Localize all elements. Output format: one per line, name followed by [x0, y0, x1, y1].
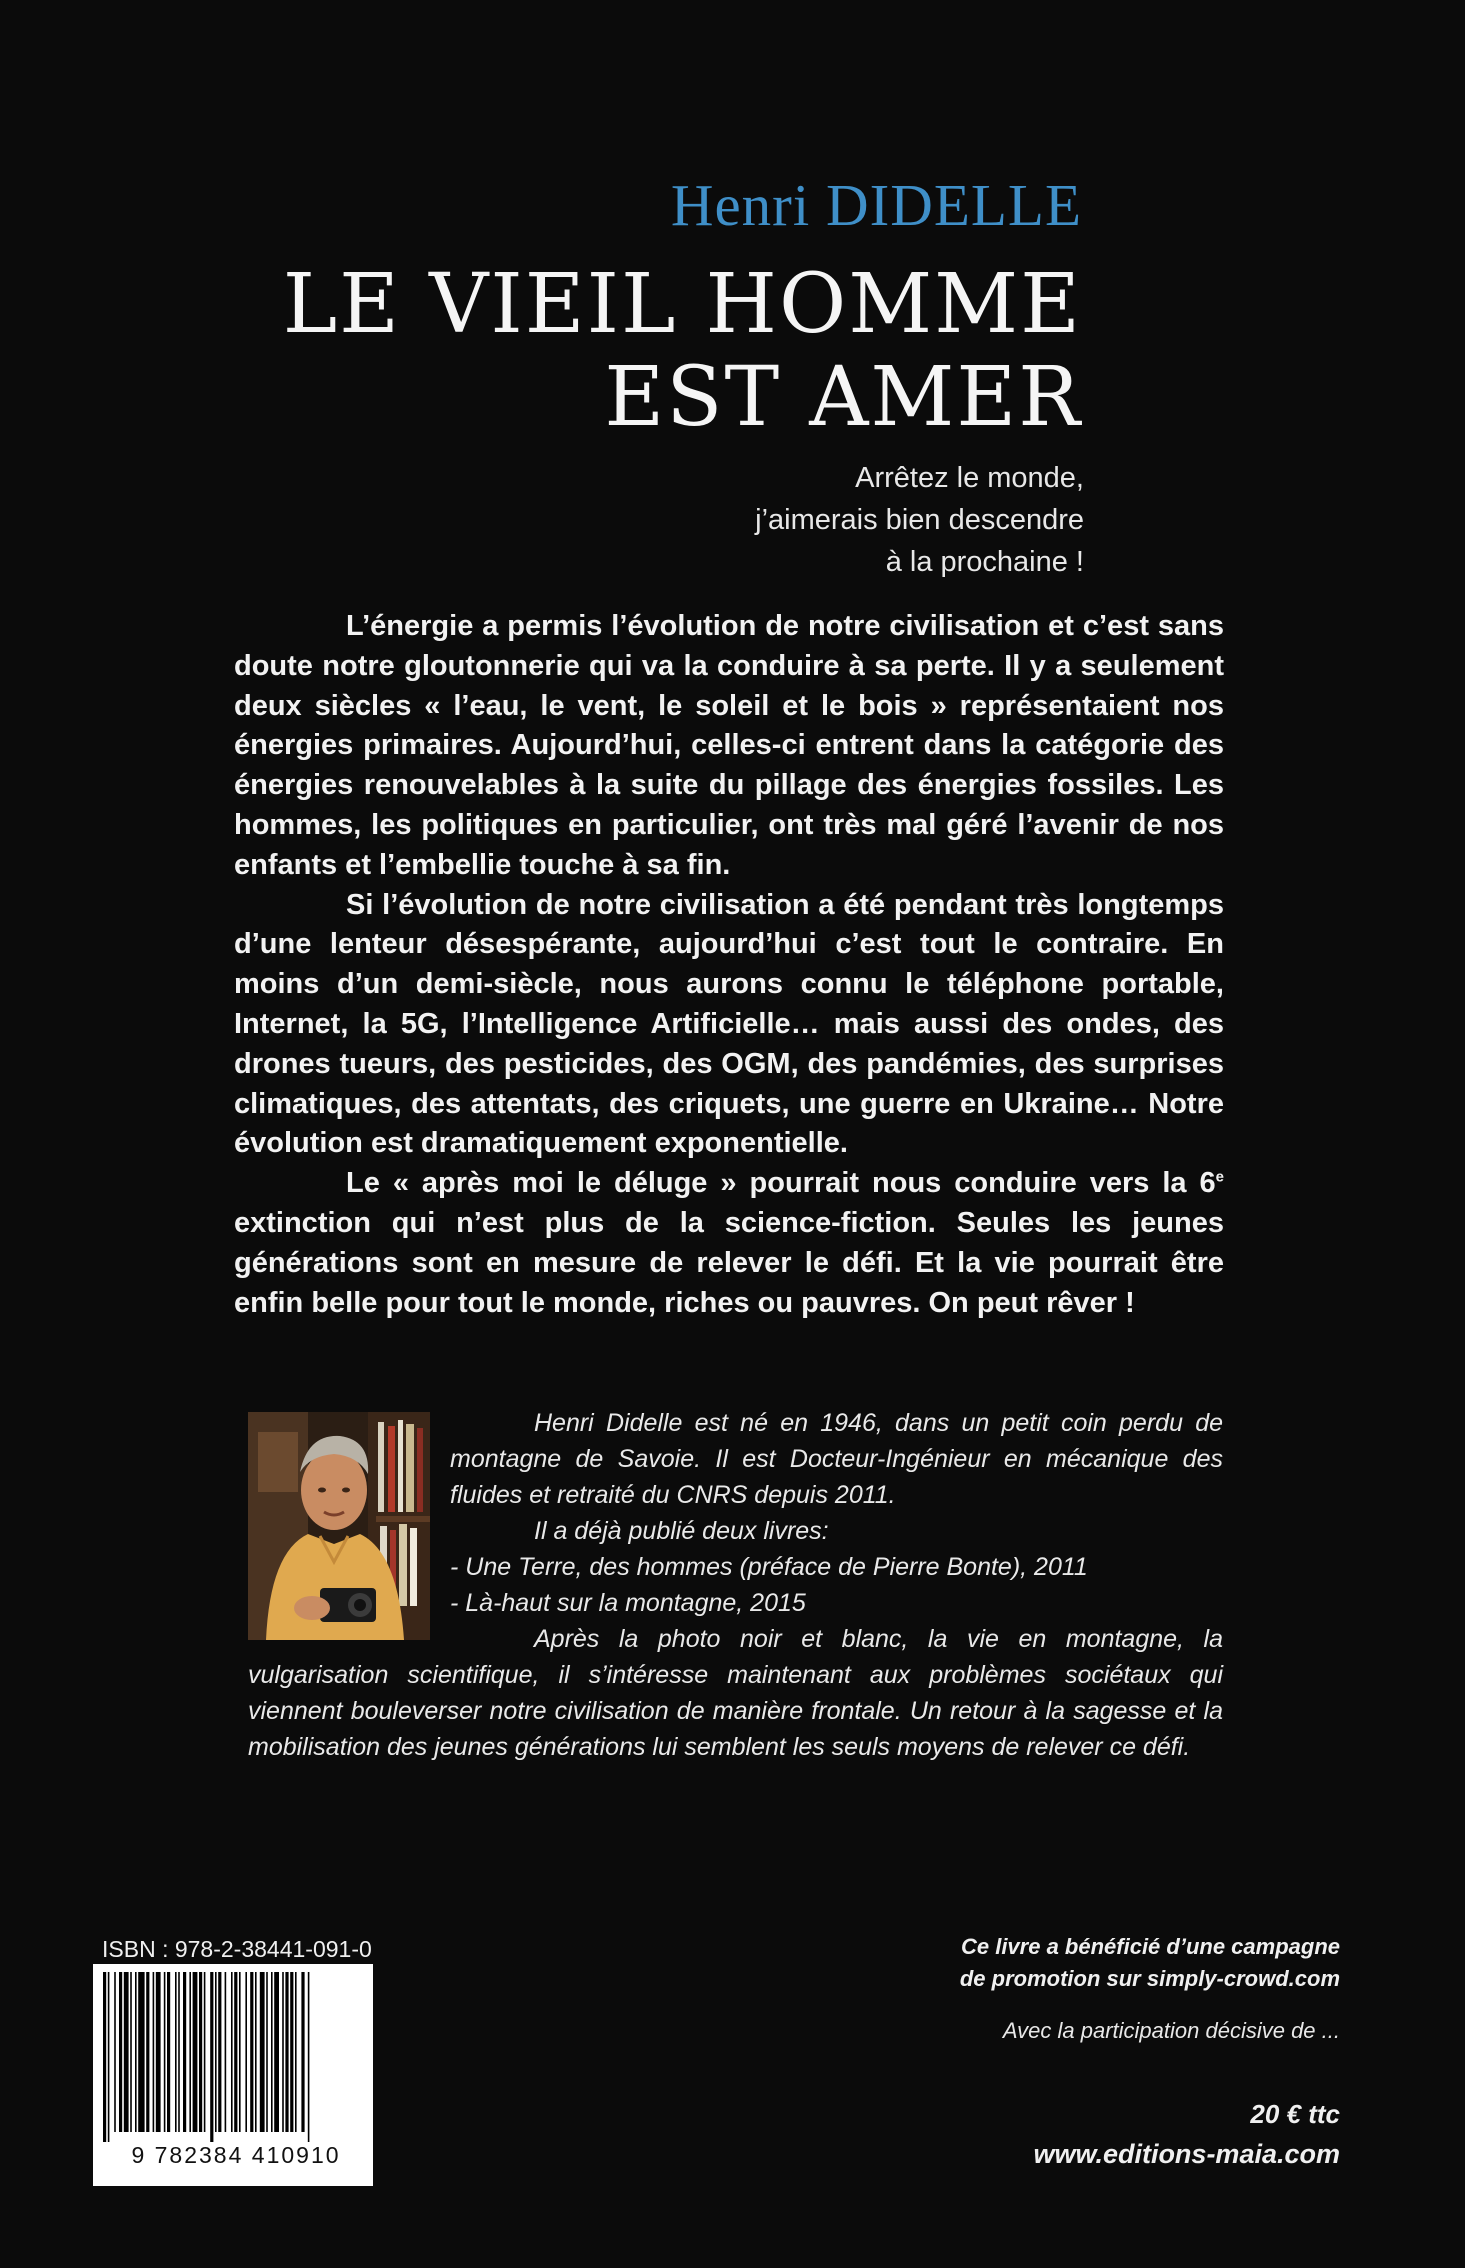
barcode-bar — [301, 1972, 304, 2132]
barcode-bar — [103, 1972, 106, 2142]
publisher-website: www.editions-maia.com — [1033, 2139, 1340, 2169]
barcode-bar — [215, 1972, 217, 2132]
barcode-bar — [282, 1972, 284, 2132]
barcode-bar — [178, 1972, 180, 2132]
barcode-bar — [130, 1972, 132, 2132]
barcode-bar — [285, 1972, 288, 2132]
barcode-bar — [183, 1972, 186, 2132]
subtitle-line-2: j’aimerais bien descendre — [755, 504, 1084, 536]
barcode-bar — [218, 1972, 221, 2132]
barcode-bar — [225, 1972, 227, 2132]
back-cover-blurb — [234, 607, 1224, 1323]
barcode-bar — [124, 1972, 129, 2132]
bio-book-1: - Une Terre, des hommes (préface de Pierre Bonte), 2011 — [450, 1553, 1088, 1581]
barcode-bar — [210, 1972, 213, 2142]
blurb-paragraph-3-end: extinction qui n’est plus de la science-fiction. Seules les jeunes générations sont en mesure de relever le défi. Et la vie pourrait être enfin belle pour tout le monde, riches ou pauvres. On peut rêver ! — [234, 1206, 1224, 1319]
bio-paragraph-1: Henri Didelle est né en 1946, dans un petit coin perdu de montagne de Savoie. Il est Docteur-Ingénieur en mécanique des fluides et retraité du CNRS depuis 2011. — [450, 1409, 1223, 1509]
barcode-bar — [271, 1972, 273, 2132]
barcode-bar — [114, 1972, 116, 2132]
barcode-digits: 9 782384 410910 — [131, 2142, 341, 2168]
barcode-bar — [250, 1972, 253, 2132]
barcode-bar — [156, 1972, 161, 2132]
participation-note: Avec la participation décisive de ... — [1002, 2018, 1340, 2043]
isbn-label: ISBN : 978-2-38441-091-0 — [102, 1936, 372, 1962]
bio-book-2: - Là-haut sur la montagne, 2015 — [450, 1589, 806, 1617]
barcode-bar — [199, 1972, 202, 2132]
blurb-paragraph-1: L’énergie a permis l’évolution de notre civilisation et c’est sans doute notre gloutonnerie qui va la conduire à sa perte. Il y a seulement deux siècles « l’eau, le vent, le soleil et le bois » représentaient nos énergies primaires. Aujourd’hui, celles-ci entrent dans la catégorie des énergies renouvelables à la suite du pillage des énergies fossiles. Les hommes, les politiques en particulier, ont très mal géré l’avenir de nos enfants et l’embellie touche à sa fin. — [234, 610, 1224, 881]
barcode-bar — [245, 1972, 247, 2132]
barcode-bar — [274, 1972, 279, 2132]
barcode-bar — [231, 1972, 233, 2132]
bio-paragraph-2: Il a déjà publié deux livres: — [534, 1517, 829, 1545]
barcode-bar — [164, 1972, 166, 2132]
barcode-bar — [119, 1972, 122, 2132]
book-title-line-1: LE VIEIL HOMME — [282, 257, 1082, 352]
price: 20 € ttc — [1250, 2099, 1340, 2129]
barcode-bar — [234, 1972, 237, 2132]
promo-line-2: de promotion sur simply-crowd.com — [959, 1966, 1340, 1991]
ordinal-superscript: e — [1215, 1168, 1224, 1186]
blurb-paragraph-3-start: Le « après moi le déluge » pourrait nous conduire vers la 6 — [346, 1167, 1216, 1200]
barcode-bar — [255, 1972, 257, 2132]
barcode-bar — [146, 1972, 149, 2132]
barcode-bars — [95, 1966, 371, 2142]
author-biography — [248, 1405, 1223, 1765]
barcode-bar — [308, 1972, 310, 2142]
blurb-paragraph-2: Si l’évolution de notre civilisation a été pendant très longtemps d’une lenteur désespérante, aujourd’hui c’est tout le contraire. En moins d’un demi-siècle, nous aurons connu le téléphone portable, Internet, la 5G, l’Intelligence Artificielle… mais aussi des ondes, des drones tueurs, des pesticides, des OGM, des pandémies, des surprises climatiques, des attentats, des criquets, une guerre en Ukraine… Notre évolution est dramatiquement exponentielle. — [234, 888, 1224, 1160]
barcode-bar — [295, 1972, 297, 2132]
barcode-bar — [204, 1972, 206, 2132]
barcode-bar — [153, 1972, 155, 2132]
promo-line-1: Ce livre a bénéficié d’une campagne — [960, 1934, 1340, 1959]
barcode-bar — [260, 1972, 265, 2132]
barcode-bar — [193, 1972, 198, 2132]
author-name: Henri DIDELLE — [670, 172, 1082, 238]
subtitle-line-1: Arrêtez le monde, — [855, 462, 1084, 494]
barcode-bar — [167, 1972, 170, 2132]
bio-paragraph-3: Après la photo noir et blanc, la vie en montagne, la vulgarisation scientifique, il s’intéresse maintenant aux problèmes sociétaux qui viennent bouleverser notre civilisation de manière frontale. Un retour à la sagesse et la mobilisation des jeunes générations lui semblent les seuls moyens de relever ce défi. — [248, 1625, 1223, 1761]
subtitle-line-3: à la prochaine ! — [885, 546, 1084, 578]
blurb-paragraph-3 — [234, 1164, 1224, 1323]
barcode-bar — [135, 1972, 137, 2132]
barcode-bar — [189, 1972, 191, 2132]
book-title-line-2: EST AMER — [604, 350, 1082, 445]
barcode-bar — [108, 1972, 110, 2142]
barcode-bar — [266, 1972, 268, 2132]
barcode-bar — [138, 1972, 144, 2132]
barcode-bar — [239, 1972, 241, 2132]
barcode-bar — [175, 1972, 177, 2132]
barcode-bar — [290, 1972, 293, 2132]
